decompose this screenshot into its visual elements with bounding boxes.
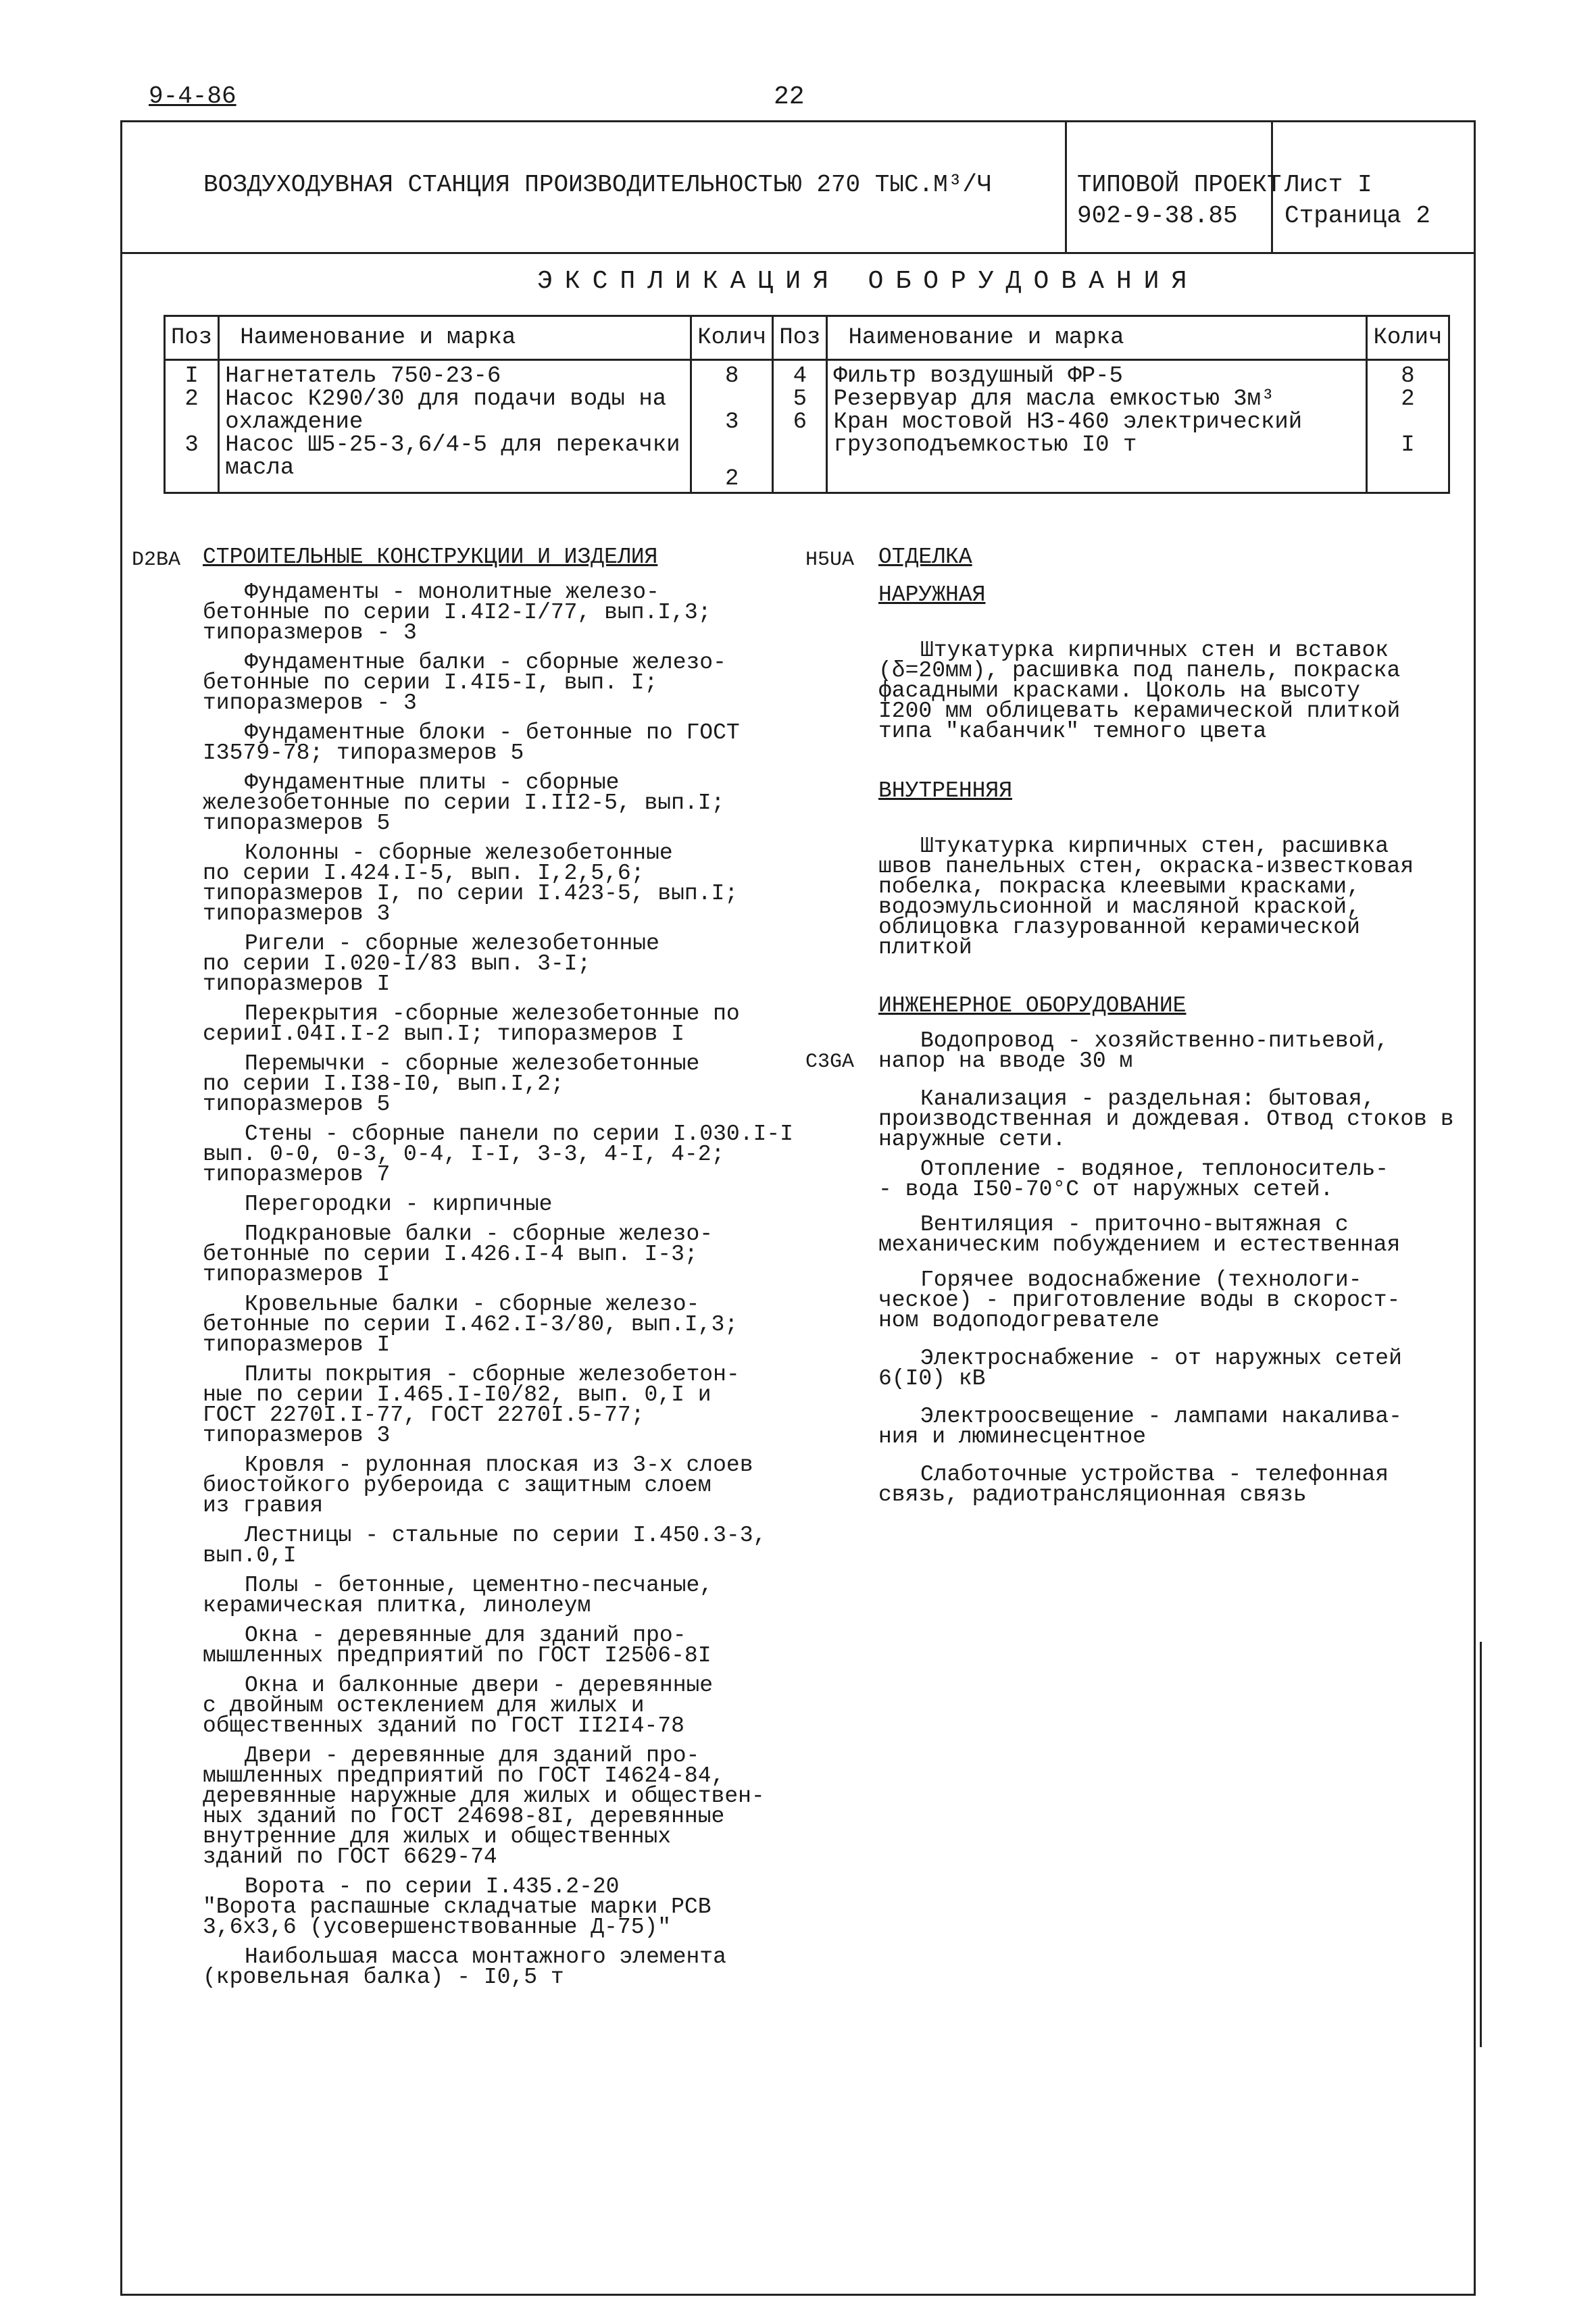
equipment-name: Насос К290/30 для подачи воды на охлаждение: [225, 386, 667, 435]
list-item: Фундаменты - монолитные железо- бетонные по серии I.4I2-I/77, вып.I,3; типоразмеров - 3: [203, 580, 712, 645]
list-item: Слаботочные устройства - телефонная связь, радиотрансляционная связь: [878, 1462, 1389, 1507]
pos-value: 6: [793, 409, 807, 435]
qty-value: 2: [725, 466, 739, 492]
equipment-name: Нагнетатель 750-23-6: [225, 363, 501, 389]
sheet-label: Лист I: [1285, 171, 1372, 199]
project-number: 902-9-38.85: [1077, 202, 1238, 230]
list-item: Вентиляция - приточно-вытяжная с механическим побуждением и естественная: [878, 1212, 1401, 1257]
list-item: Ригели - сборные железобетонные по серии I.020-I/83 вып. 3-I; типоразмеров I: [203, 931, 659, 997]
qty-value: 2: [1401, 386, 1415, 412]
inner-finish-text: Штукатурка кирпичных стен, расшивка швов панельных стен, окраска-известковая побелка, покраска клеевыми красками, водоэмульсионной и масляной краской, облицовка глазурованной керамической плиткой: [878, 834, 1414, 960]
table-header: Колич: [691, 316, 773, 360]
pos-value: 5: [793, 386, 807, 412]
list-item: Отопление - водяное, теплоноситель- - вода I50-70°С от наружных сетей.: [878, 1157, 1389, 1202]
equipment-name: Насос Ш5-25-3,6/4-5 для перекачки масла: [225, 432, 680, 481]
finishing-section: [878, 547, 1473, 1515]
list-item: Перекрытия -сборные железобетонные по серииI.04I.I-2 вып.I; типоразмеров I: [203, 1001, 740, 1047]
list-item: Кровельные балки - сборные железо- бетонные по серии I.462.I-3/80, вып.I,3; типоразмеров I: [203, 1292, 739, 1357]
section-heading: ОТДЕЛКА: [878, 545, 972, 570]
table-row: [165, 360, 1449, 493]
construction-list: [203, 582, 831, 1988]
equipment-name: Кран мостовой НЗ-460 электрический грузоподъемкостью I0 т: [833, 409, 1303, 458]
list-item: Канализация - раздельная: бытовая, производственная и дождевая. Отвод стоков в наружные сети.: [878, 1086, 1454, 1152]
list-item: Двери - деревянные для зданий про- мышленных предприятий по ГОСТ I4624-84, деревянные наружные для жилых и обществен- ных зданий по ГОСТ 24698-8I, деревянные внутренние для жилых и общественных зданий по ГОСТ 6629-74: [203, 1743, 765, 1869]
qty-value: 3: [725, 409, 739, 435]
project-label: ТИПОВОЙ ПРОЕКТ: [1077, 171, 1282, 199]
subsection-heading: НАРУЖНАЯ: [878, 582, 986, 607]
pos-value: 3: [184, 432, 199, 458]
margin-line: [1480, 1642, 1482, 2047]
section-code: C3GA: [805, 1051, 855, 1074]
table-header: Поз: [165, 316, 219, 360]
name-cell: [827, 360, 1367, 493]
table-header: Колич: [1367, 316, 1449, 360]
page-label: Страница 2: [1285, 202, 1431, 230]
qty-value: 8: [1401, 363, 1415, 389]
construction-section: [203, 547, 831, 1997]
title-divider: [1065, 122, 1067, 252]
list-item: Плиты покрытия - сборные железобетон- ные по серии I.465.I-I0/82, вып. 0,I и ГОСТ 2270I.I-77, ГОСТ 2270I.5-77; типоразмеров 3: [203, 1362, 740, 1448]
section-code: D2BA: [132, 549, 181, 572]
list-item: Колонны - сборные железобетонные по серии I.424.I-5, вып. I,2,5,6; типоразмеров I, по серии I.423-5, вып.I; типоразмеров 3: [203, 840, 739, 926]
qty-value: I: [1401, 432, 1415, 458]
list-item: Горячее водоснабжение (технологи- ческое) - приготовление воды в скорост- ном водоподогревателе: [878, 1267, 1401, 1333]
list-item: Фундаментные балки - сборные железо- бетонные по серии I.4I5-I, вып. I; типоразмеров - 3: [203, 650, 726, 715]
list-item: Перемычки - сборные железобетонные по серии I.I38-I0, вып.I,2; типоразмеров 5: [203, 1051, 700, 1117]
list-item: Ворота - по серии I.435.2-20 "Ворота распашные складчатые марки РСВ 3,6х3,6 (усовершенствованные Д-75)": [203, 1874, 712, 1940]
subsection-heading: ВНУТРЕННЯЯ: [878, 778, 1013, 803]
title-block: [122, 122, 1474, 254]
list-item: Полы - бетонные, цементно-песчаные, керамическая плитка, линолеум: [203, 1573, 714, 1618]
list-item: Наибольшая масса монтажного элемента (кровельная балка) - I0,5 т: [203, 1944, 726, 1990]
qty-value: 8: [725, 363, 739, 389]
list-item: Кровля - рулонная плоская из 3-х слоев биостойкого рубероида с защитным слоем из гравия: [203, 1453, 753, 1518]
list-item: Электроснабжение - от наружных сетей 6(I0) кВ: [878, 1346, 1402, 1391]
section-code: H5UA: [805, 549, 855, 572]
table-header: Наименование и марка: [827, 316, 1367, 360]
name-cell: [219, 360, 691, 493]
qty-cell: [1367, 360, 1449, 493]
list-item: Фундаментные блоки - бетонные по ГОСТ I3579-78; типоразмеров 5: [203, 720, 740, 765]
qty-cell: [691, 360, 773, 493]
list-item: Водопровод - хозяйственно-питьевой, напор на вводе 30 м: [878, 1028, 1389, 1074]
document-code: 9-4-86: [149, 82, 236, 110]
pos-value: 4: [793, 363, 807, 389]
pos-cell: [165, 360, 219, 493]
equipment-table: [164, 315, 1450, 494]
list-item: Окна - деревянные для зданий про- мышленных предприятий по ГОСТ I2506-8I: [203, 1623, 712, 1668]
list-item: Фундаментные плиты - сборные железобетонные по серии I.II2-5, вып.I; типоразмеров 5: [203, 770, 725, 836]
page-number: 22: [774, 82, 805, 111]
table-header: Поз: [773, 316, 827, 360]
outer-finish-text: Штукатурка кирпичных стен и вставок (δ=20мм), расшивка под панель, покраска фасадными красками. Цоколь на высоту I200 мм облицевать керамической плиткой типа "кабанчик" темного цвета: [878, 638, 1401, 744]
engineering-list: [878, 1028, 1473, 1507]
table-header: Наименование и марка: [219, 316, 691, 360]
list-item: Подкрановые балки - сборные железо- бетонные по серии I.426.I-4 вып. I-3; типоразмеров I: [203, 1222, 714, 1287]
list-item: Перегородки - кирпичные: [245, 1192, 553, 1217]
pos-cell: [773, 360, 827, 493]
list-item: Стены - сборные панели по серии I.030.I-I вып. 0-0, 0-3, 0-4, I-I, 3-3, 4-I, 4-2; типоразмеров 7: [203, 1122, 793, 1187]
list-item: Окна и балконные двери - деревянные с двойным остеклением для жилых и общественных зданий по ГОСТ II2I4-78: [203, 1673, 714, 1738]
list-item: Электроосвещение - лампами накалива- ния и люминесцентное: [878, 1404, 1402, 1449]
section-heading: ИНЖЕНЕРНОЕ ОБОРУДОВАНИЕ: [878, 993, 1187, 1018]
table-header-row: [165, 316, 1449, 360]
section-heading: СТРОИТЕЛЬНЫЕ КОНСТРУКЦИИ И ИЗДЕЛИЯ: [203, 545, 658, 570]
section-title: ЭКСПЛИКАЦИЯ ОБОРУДОВАНИЯ: [537, 267, 1199, 296]
equipment-name: Резервуар для масла емкостью 3м³: [833, 386, 1275, 412]
list-item: Лестницы - стальные по серии I.450.3-3, вып.0,I: [203, 1523, 767, 1568]
document-title: ВОЗДУХОДУВНАЯ СТАНЦИЯ ПРОИЗВОДИТЕЛЬНОСТЬЮ 270 ТЫС.М³/Ч: [203, 171, 992, 199]
equipment-name: Фильтр воздушный ФР-5: [833, 363, 1123, 389]
pos-value: 2: [184, 386, 199, 412]
pos-value: I: [184, 363, 199, 389]
